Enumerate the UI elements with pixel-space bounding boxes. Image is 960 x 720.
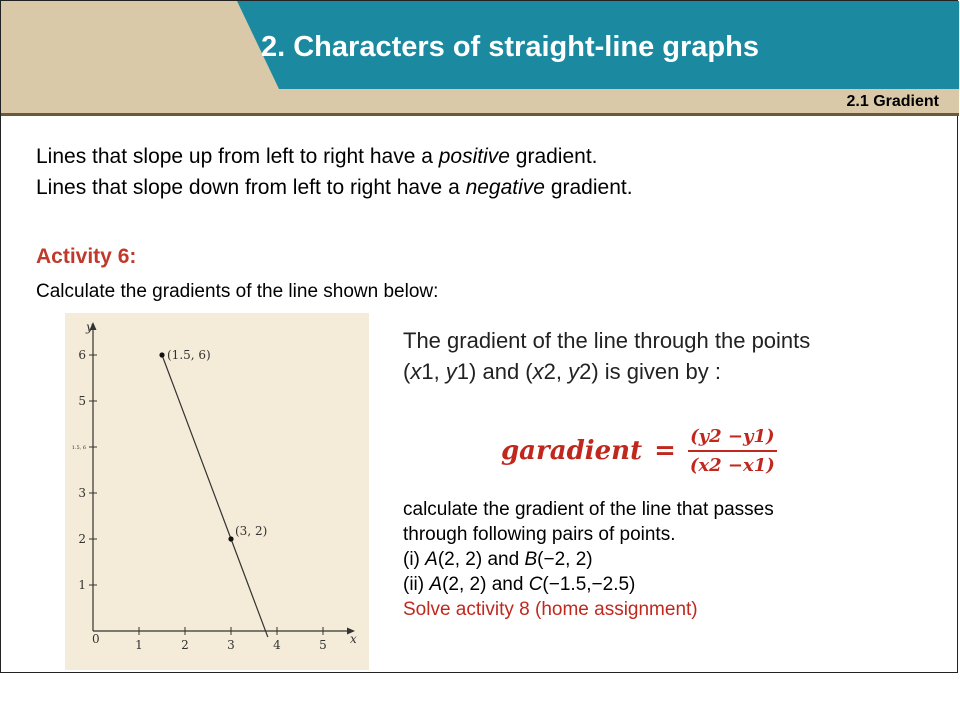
origin-label: 0 bbox=[92, 632, 100, 646]
y-tick-label: 2 bbox=[78, 532, 86, 546]
x-tick-label: 2 bbox=[181, 638, 189, 652]
y-tick-label: 1.5, 6 bbox=[71, 445, 86, 451]
home-assignment: Solve activity 8 (home assignment) bbox=[403, 599, 698, 620]
formula-fraction bbox=[688, 426, 777, 476]
point-a bbox=[159, 352, 164, 357]
x-tick-label: 1 bbox=[135, 638, 143, 652]
page-title: 2. Characters of straight-line graphs bbox=[261, 31, 759, 63]
intro-line-positive: Lines that slope up from left to right have a positive gradient. bbox=[36, 145, 598, 168]
line-graph bbox=[65, 313, 369, 670]
formula-lhs: garadient bbox=[501, 436, 643, 466]
x-tick-label: 3 bbox=[227, 638, 235, 652]
formula-equals: = bbox=[654, 436, 676, 466]
exercise-item-ii: (ii) A(2, 2) and C(−1.5,−2.5) bbox=[403, 574, 636, 595]
exercise-text bbox=[403, 497, 774, 622]
formula-intro bbox=[403, 325, 923, 387]
formula-numerator: (y2 −y1) bbox=[690, 426, 775, 447]
x-axis-label: x bbox=[350, 632, 357, 646]
section-label: 2.1 Gradient bbox=[846, 93, 939, 110]
intro-line-negative: Lines that slope down from left to right have a negative gradient. bbox=[36, 176, 633, 199]
intro-text bbox=[36, 141, 633, 203]
formula-intro-line2: (x1, y1) and (x2, y2) is given by : bbox=[403, 359, 721, 384]
y-tick-label: 3 bbox=[78, 486, 86, 500]
exercise-line1: calculate the gradient of the line that passes bbox=[403, 499, 774, 520]
graph-line bbox=[162, 355, 268, 637]
x-tick-label: 5 bbox=[319, 638, 327, 652]
formula-intro-line1: The gradient of the line through the points bbox=[403, 328, 811, 353]
point-a-label: (1.5, 6) bbox=[167, 348, 211, 362]
y-axis-label: y bbox=[86, 320, 93, 334]
formula-denominator: (x2 −x1) bbox=[689, 455, 775, 476]
activity-title: Activity 6: bbox=[36, 245, 137, 268]
y-tick-label: 6 bbox=[78, 348, 86, 362]
exercise-item-i: (i) A(2, 2) and B(−2, 2) bbox=[403, 549, 593, 570]
activity-instruction: Calculate the gradients of the line shown below: bbox=[36, 281, 439, 302]
gradient-formula bbox=[501, 417, 777, 485]
y-tick-label: 1 bbox=[78, 578, 86, 592]
header-divider bbox=[1, 113, 959, 116]
y-tick-label: 5 bbox=[78, 394, 86, 408]
point-b-label: (3, 2) bbox=[235, 524, 268, 538]
x-tick-label: 4 bbox=[273, 638, 281, 652]
exercise-line2: through following pairs of points. bbox=[403, 524, 676, 545]
graph-panel bbox=[65, 313, 369, 670]
point-b bbox=[228, 536, 233, 541]
